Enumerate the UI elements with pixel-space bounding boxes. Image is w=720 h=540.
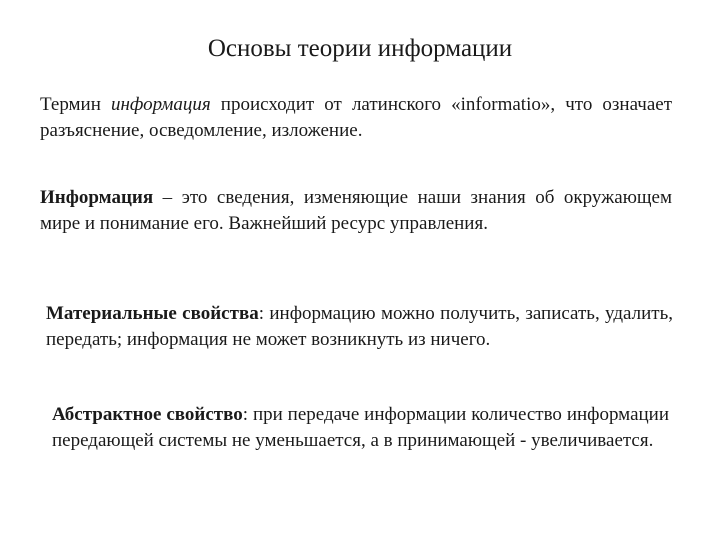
paragraph-1-text-before: Термин — [40, 94, 111, 115]
paragraph-3-term: Материальные свойства — [46, 303, 259, 324]
paragraph-2-text: – это сведения, изменяющие наши знания об окружающем мире и понимание его. Важнейший ресурс управления. — [40, 187, 672, 234]
paragraph-1-emphasis: информация — [111, 94, 211, 115]
paragraph-4-term: Абстрактное свойство — [52, 404, 243, 425]
paragraph-4-text: : при передаче информации количество информации передающей системы не уменьшается, а в принимающей - увеличивается. — [52, 404, 670, 451]
paragraph-3-text: : информацию можно получить, записать, удалить, передать; информация не может возникнуть из ничего. — [46, 303, 673, 350]
paragraph-term-origin — [40, 92, 672, 144]
slide-title: Основы теории информации — [207, 35, 513, 62]
paragraph-information-definition — [40, 185, 672, 237]
paragraph-2-term: Информация — [40, 187, 154, 208]
paragraph-material-properties — [46, 301, 673, 353]
paragraph-1-text-after: происходит от латинского «informatio», что означает разъяснение, осведомление, изложение. — [40, 94, 672, 141]
paragraph-abstract-property — [52, 402, 669, 454]
